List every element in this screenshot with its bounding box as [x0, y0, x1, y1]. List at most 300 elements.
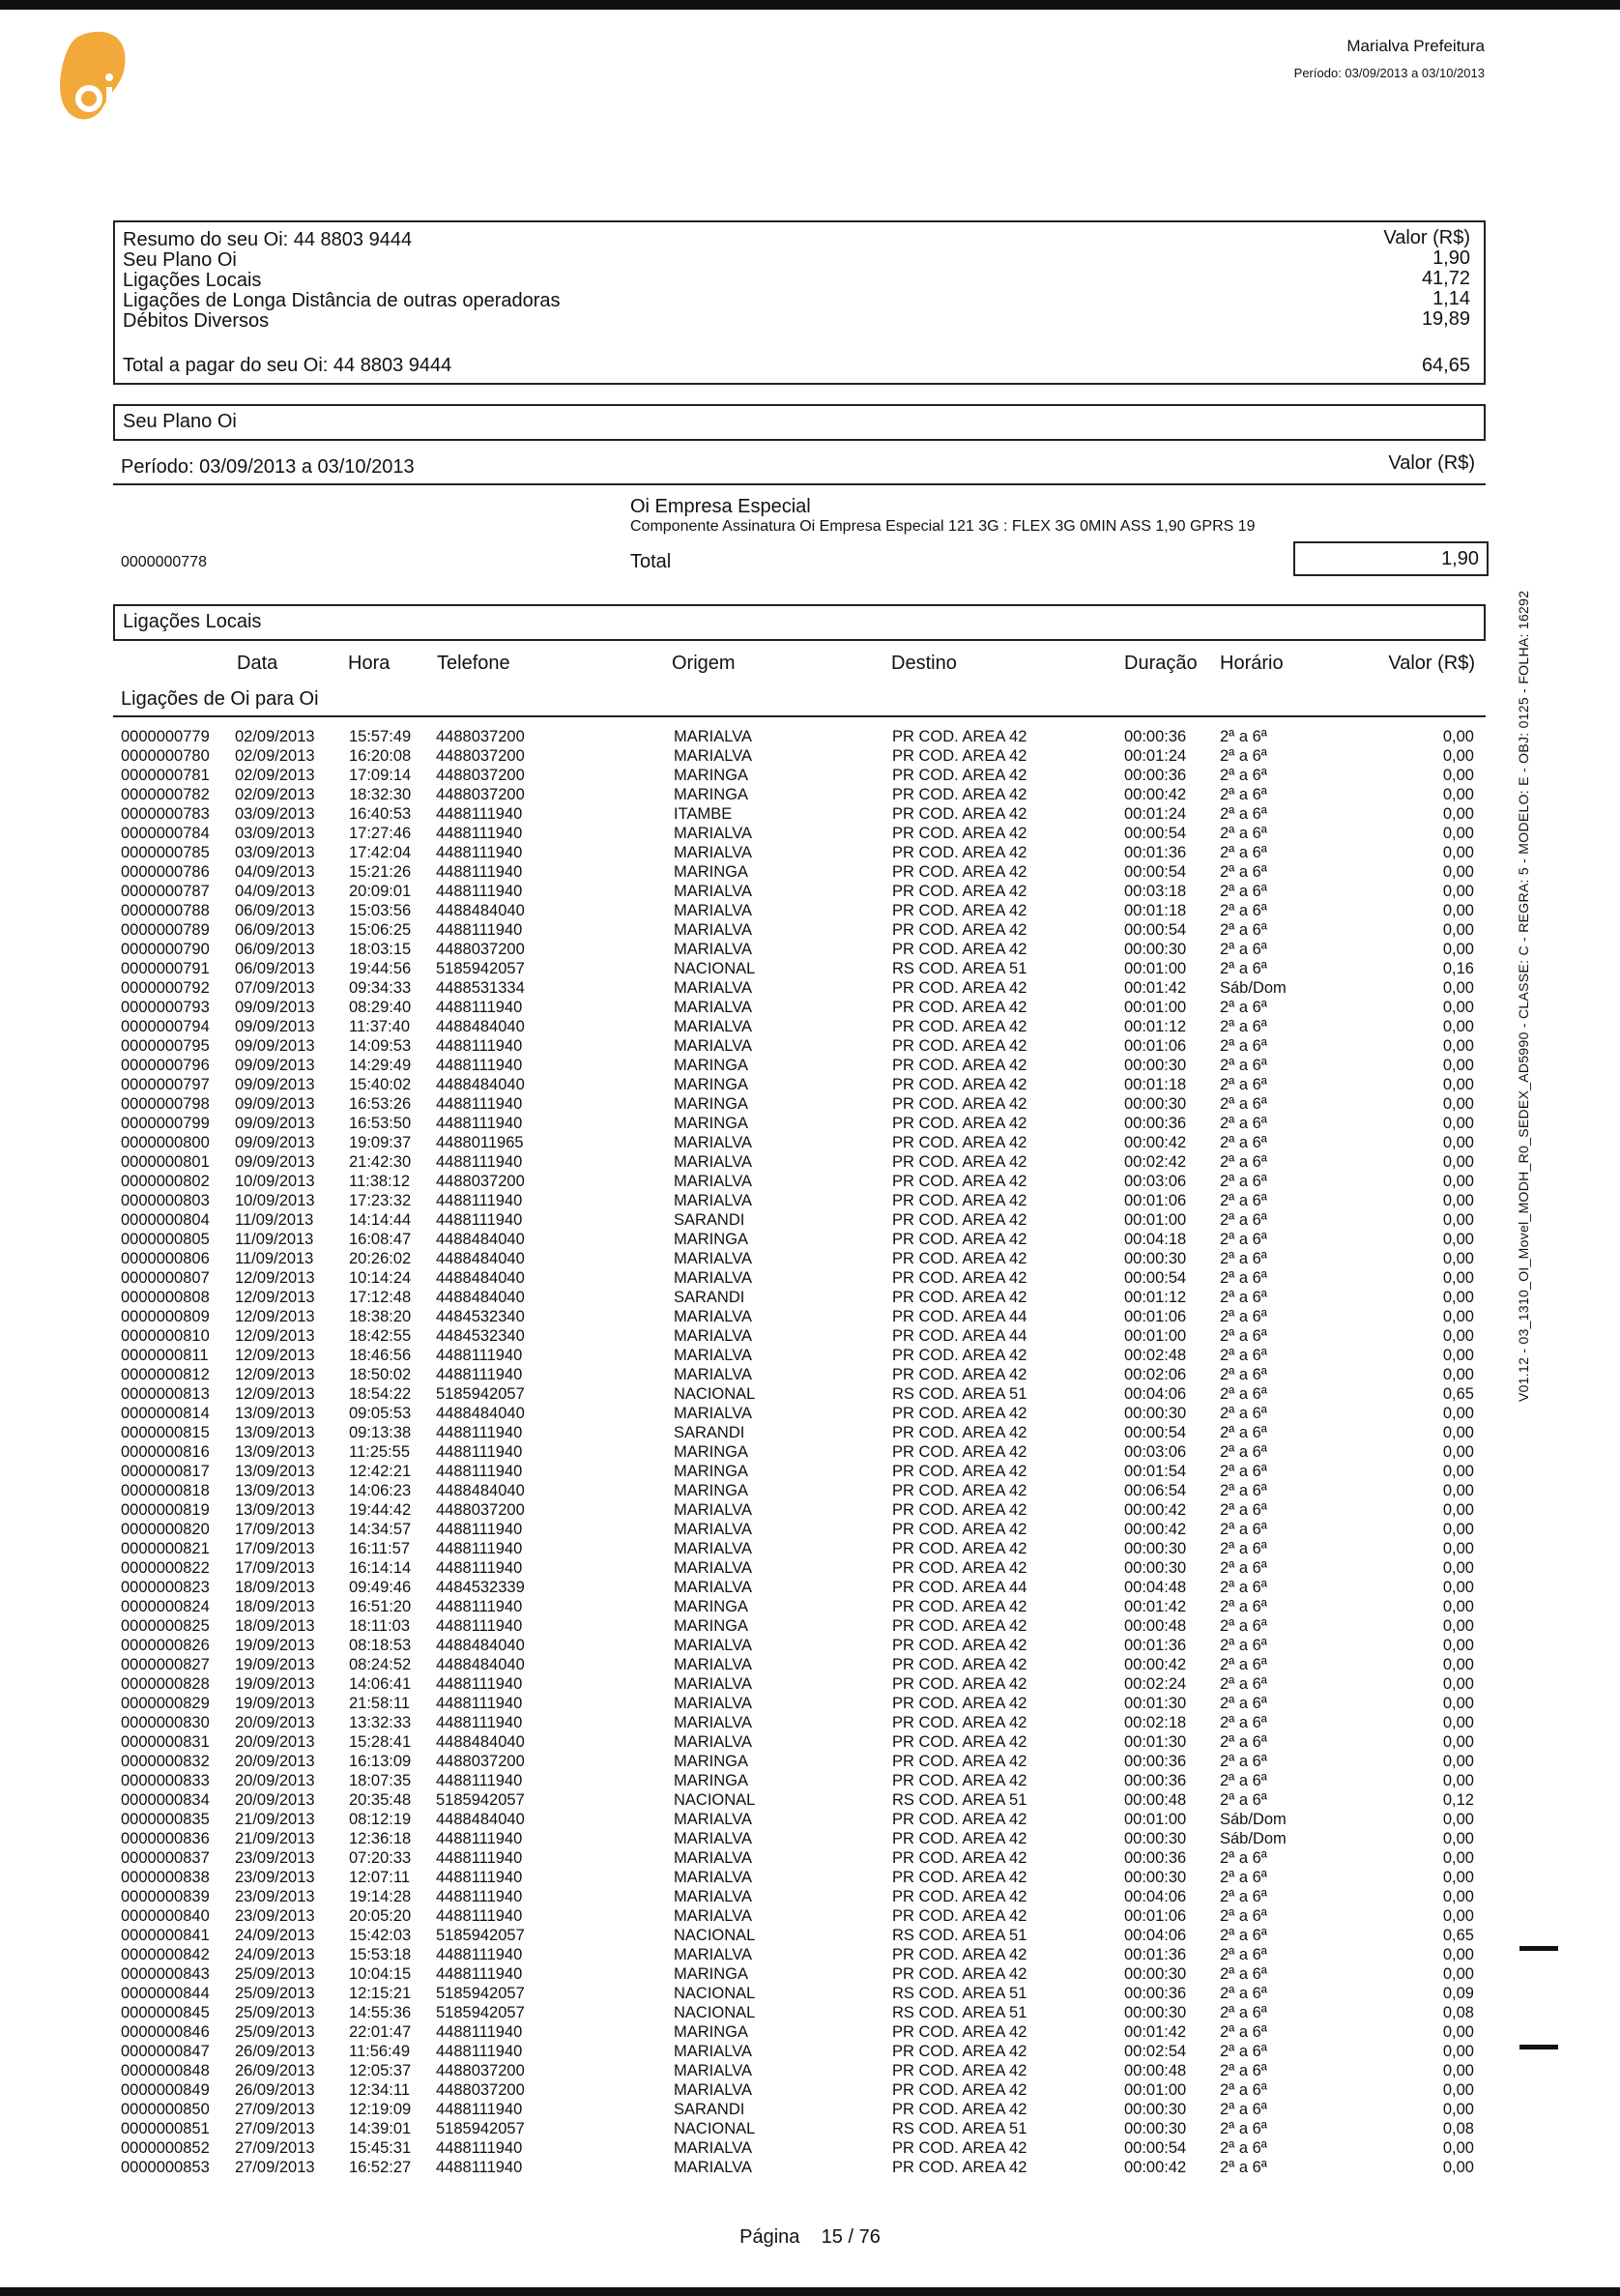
- call-id: 0000000801: [121, 1153, 210, 1171]
- call-time: 12:15:21: [349, 1985, 412, 2002]
- call-origin: NACIONAL: [674, 2004, 756, 2021]
- call-destination: PR COD. AREA 42: [892, 1656, 1027, 1673]
- call-id: 0000000782: [121, 786, 210, 803]
- call-date: 13/09/2013: [235, 1443, 315, 1461]
- call-time: 12:07:11: [349, 1869, 411, 1886]
- call-value: 0,00: [1442, 1018, 1474, 1035]
- call-time-band: 2ª a 6ª: [1220, 1018, 1267, 1035]
- call-time-band: 2ª a 6ª: [1220, 960, 1267, 977]
- call-time: 08:12:19: [349, 1811, 412, 1828]
- call-date: 25/09/2013: [235, 2023, 315, 2041]
- call-time: 18:03:15: [349, 941, 412, 958]
- call-time-band: 2ª a 6ª: [1220, 941, 1267, 958]
- call-phone: 4488037200: [436, 1753, 525, 1770]
- call-date: 17/09/2013: [235, 1540, 315, 1557]
- call-origin: MARIALVA: [674, 921, 752, 939]
- call-time: 17:42:04: [349, 844, 412, 861]
- call-date: 20/09/2013: [235, 1733, 315, 1751]
- call-time: 20:05:20: [349, 1907, 412, 1925]
- call-phone: 4488037200: [436, 941, 525, 958]
- call-value: 0,09: [1442, 1985, 1474, 2002]
- table-row: [121, 1945, 1474, 1964]
- call-time-band: 2ª a 6ª: [1220, 1791, 1267, 1809]
- call-date: 25/09/2013: [235, 2004, 315, 2021]
- call-value: 0,00: [1442, 1811, 1474, 1828]
- table-row: [121, 1481, 1474, 1500]
- call-destination: PR COD. AREA 42: [892, 1617, 1027, 1635]
- call-duration: 00:01:12: [1124, 1018, 1187, 1035]
- call-value: 0,00: [1442, 2043, 1474, 2060]
- call-destination: PR COD. AREA 42: [892, 728, 1027, 745]
- summary-item-label: Seu Plano Oi: [123, 249, 237, 271]
- table-row: [121, 2100, 1474, 2119]
- call-destination: PR COD. AREA 42: [892, 1405, 1027, 1422]
- call-phone: 4488011965: [436, 1134, 524, 1151]
- call-time: 11:38:12: [349, 1173, 411, 1190]
- call-id: 0000000846: [121, 2023, 210, 2041]
- table-row: [121, 1288, 1474, 1307]
- table-row: [121, 1868, 1474, 1887]
- call-origin: SARANDI: [674, 1289, 745, 1306]
- table-row: [121, 1558, 1474, 1578]
- call-value: 0,00: [1442, 1366, 1474, 1383]
- summary-item-value: 1,90: [1432, 247, 1470, 269]
- call-time-band: 2ª a 6ª: [1220, 1153, 1267, 1171]
- call-time-band: 2ª a 6ª: [1220, 1405, 1267, 1422]
- call-id: 0000000779: [121, 728, 210, 745]
- call-destination: PR COD. AREA 42: [892, 844, 1027, 861]
- call-destination: PR COD. AREA 42: [892, 1289, 1027, 1306]
- call-phone: 4484532340: [436, 1327, 525, 1345]
- call-id: 0000000815: [121, 1424, 210, 1441]
- call-destination: PR COD. AREA 42: [892, 1811, 1027, 1828]
- call-destination: PR COD. AREA 42: [892, 1211, 1027, 1229]
- call-origin: MARINGA: [674, 767, 749, 784]
- table-row: [121, 1887, 1474, 1906]
- call-phone: 4488111940: [436, 1965, 523, 1983]
- call-phone: 4488111940: [436, 999, 523, 1016]
- call-time-band: 2ª a 6ª: [1220, 1656, 1267, 1673]
- call-phone: 4488111940: [436, 1153, 523, 1171]
- call-destination: PR COD. AREA 42: [892, 1018, 1027, 1035]
- call-time: 15:42:03: [349, 1927, 412, 1944]
- call-phone: 4488111940: [436, 1057, 523, 1074]
- table-row: [121, 1810, 1474, 1829]
- call-id: 0000000789: [121, 921, 210, 939]
- call-date: 13/09/2013: [235, 1482, 315, 1499]
- summary-title: Resumo do seu Oi: 44 8803 9444: [123, 229, 413, 250]
- call-destination: PR COD. AREA 42: [892, 1714, 1027, 1731]
- call-value: 0,00: [1442, 1424, 1474, 1441]
- call-destination: PR COD. AREA 42: [892, 1134, 1027, 1151]
- call-duration: 00:00:30: [1124, 1540, 1187, 1557]
- call-id: 0000000826: [121, 1637, 210, 1654]
- call-time: 14:09:53: [349, 1037, 412, 1055]
- call-id: 0000000809: [121, 1308, 210, 1325]
- call-duration: 00:01:42: [1124, 1598, 1187, 1615]
- call-value: 0,00: [1442, 1772, 1474, 1789]
- call-value: 0,00: [1442, 1521, 1474, 1538]
- call-time-band: 2ª a 6ª: [1220, 2081, 1267, 2099]
- call-id: 0000000802: [121, 1173, 210, 1190]
- call-date: 20/09/2013: [235, 1714, 315, 1731]
- call-date: 21/09/2013: [235, 1830, 315, 1847]
- call-destination: PR COD. AREA 42: [892, 1482, 1027, 1499]
- page-label: Página: [739, 2226, 800, 2248]
- call-destination: PR COD. AREA 42: [892, 1192, 1027, 1209]
- call-origin: MARIALVA: [674, 1695, 752, 1712]
- call-time: 14:34:57: [349, 1521, 412, 1538]
- call-duration: 00:00:36: [1124, 1985, 1187, 2002]
- call-date: 18/09/2013: [235, 1617, 315, 1635]
- call-id: 0000000793: [121, 999, 210, 1016]
- call-destination: PR COD. AREA 42: [892, 902, 1027, 919]
- call-value: 0,00: [1442, 1637, 1474, 1654]
- table-row: [121, 746, 1474, 766]
- call-destination: PR COD. AREA 42: [892, 1501, 1027, 1519]
- call-phone: 5185942057: [436, 2120, 525, 2137]
- call-time: 12:36:18: [349, 1830, 412, 1847]
- call-time-band: 2ª a 6ª: [1220, 1521, 1267, 1538]
- col-header-data: Data: [237, 653, 278, 674]
- call-time-band: 2ª a 6ª: [1220, 2139, 1267, 2157]
- call-origin: MARIALVA: [674, 1849, 752, 1867]
- call-time: 19:44:42: [349, 1501, 412, 1519]
- call-duration: 00:01:06: [1124, 1308, 1187, 1325]
- call-origin: MARINGA: [674, 1231, 749, 1248]
- call-phone: 4488111940: [436, 1095, 523, 1113]
- call-time: 15:06:25: [349, 921, 412, 939]
- call-time: 16:08:47: [349, 1231, 412, 1248]
- call-phone: 4488111940: [436, 1907, 523, 1925]
- call-phone: 4488037200: [436, 786, 525, 803]
- call-destination: RS COD. AREA 51: [892, 1927, 1027, 1944]
- call-value: 0,00: [1442, 1733, 1474, 1751]
- call-duration: 00:01:18: [1124, 902, 1187, 919]
- col-header-duracao: Duração: [1124, 653, 1198, 674]
- call-origin: MARIALVA: [674, 728, 752, 745]
- call-destination: PR COD. AREA 42: [892, 1173, 1027, 1190]
- call-value: 0,00: [1442, 747, 1474, 765]
- call-origin: MARINGA: [674, 1617, 749, 1635]
- call-id: 0000000818: [121, 1482, 210, 1499]
- table-row: [121, 727, 1474, 746]
- call-origin: MARIALVA: [674, 1250, 752, 1267]
- call-phone: 5185942057: [436, 1985, 525, 2002]
- call-time: 15:57:49: [349, 728, 412, 745]
- call-time: 14:06:23: [349, 1482, 412, 1499]
- call-duration: 00:01:30: [1124, 1733, 1187, 1751]
- call-destination: PR COD. AREA 42: [892, 1965, 1027, 1983]
- call-time: 10:04:15: [349, 1965, 412, 1983]
- call-time: 07:20:33: [349, 1849, 412, 1867]
- call-time: 11:25:55: [349, 1443, 411, 1461]
- table-row: [121, 1230, 1474, 1249]
- call-id: 0000000819: [121, 1501, 210, 1519]
- call-duration: 00:00:36: [1124, 1772, 1187, 1789]
- call-time-band: 2ª a 6ª: [1220, 1849, 1267, 1867]
- call-time: 09:13:38: [349, 1424, 412, 1441]
- call-value: 0,00: [1442, 941, 1474, 958]
- call-time: 21:42:30: [349, 1153, 412, 1171]
- call-origin: MARIALVA: [674, 1347, 752, 1364]
- call-date: 10/09/2013: [235, 1173, 315, 1190]
- call-id: 0000000829: [121, 1695, 210, 1712]
- call-time: 09:05:53: [349, 1405, 412, 1422]
- call-id: 0000000841: [121, 1927, 210, 1944]
- call-value: 0,00: [1442, 1869, 1474, 1886]
- call-time: 18:42:55: [349, 1327, 412, 1345]
- call-phone: 4488111940: [436, 1598, 523, 1615]
- call-duration: 00:01:00: [1124, 1211, 1187, 1229]
- call-id: 0000000827: [121, 1656, 210, 1673]
- call-destination: PR COD. AREA 42: [892, 1675, 1027, 1693]
- call-origin: MARIALVA: [674, 1869, 752, 1886]
- call-destination: PR COD. AREA 42: [892, 2139, 1027, 2157]
- call-destination: PR COD. AREA 42: [892, 1888, 1027, 1905]
- call-destination: PR COD. AREA 42: [892, 1733, 1027, 1751]
- call-destination: PR COD. AREA 42: [892, 1559, 1027, 1577]
- call-time-band: 2ª a 6ª: [1220, 902, 1267, 919]
- call-value: 0,00: [1442, 1405, 1474, 1422]
- call-value: 0,00: [1442, 2081, 1474, 2099]
- call-date: 07/09/2013: [235, 979, 315, 997]
- call-origin: MARINGA: [674, 1482, 749, 1499]
- call-destination: PR COD. AREA 42: [892, 1037, 1027, 1055]
- call-date: 04/09/2013: [235, 863, 315, 881]
- call-destination: PR COD. AREA 42: [892, 1115, 1027, 1132]
- call-origin: MARINGA: [674, 1115, 749, 1132]
- call-id: 0000000794: [121, 1018, 210, 1035]
- call-destination: PR COD. AREA 42: [892, 1443, 1027, 1461]
- call-id: 0000000851: [121, 2120, 210, 2137]
- call-date: 13/09/2013: [235, 1405, 315, 1422]
- table-row: [121, 1268, 1474, 1288]
- call-value: 0,08: [1442, 2004, 1474, 2021]
- call-duration: 00:01:06: [1124, 1192, 1187, 1209]
- call-phone: 4484532340: [436, 1308, 525, 1325]
- call-time-band: 2ª a 6ª: [1220, 1637, 1267, 1654]
- call-time-band: 2ª a 6ª: [1220, 1385, 1267, 1403]
- call-duration: 00:00:42: [1124, 1656, 1187, 1673]
- call-origin: MARIALVA: [674, 1830, 752, 1847]
- call-date: 20/09/2013: [235, 1753, 315, 1770]
- call-destination: PR COD. AREA 42: [892, 883, 1027, 900]
- call-time: 18:07:35: [349, 1772, 412, 1789]
- call-time-band: 2ª a 6ª: [1220, 1308, 1267, 1325]
- call-destination: PR COD. AREA 42: [892, 2043, 1027, 2060]
- table-row: [121, 1752, 1474, 1771]
- call-value: 0,00: [1442, 1076, 1474, 1093]
- call-time: 09:34:33: [349, 979, 412, 997]
- table-row: [121, 1191, 1474, 1210]
- summary-item-value: 1,14: [1432, 288, 1470, 309]
- call-date: 09/09/2013: [235, 1153, 315, 1171]
- table-row: [121, 998, 1474, 1017]
- call-phone: 4488484040: [436, 1076, 525, 1093]
- call-id: 0000000791: [121, 960, 210, 977]
- call-destination: PR COD. AREA 42: [892, 1095, 1027, 1113]
- plan-description: Componente Assinatura Oi Empresa Especial 121 3G : FLEX 3G 0MIN ASS 1,90 GPRS 19: [630, 518, 1256, 535]
- call-date: 23/09/2013: [235, 1849, 315, 1867]
- call-phone: 4488111940: [436, 921, 523, 939]
- call-destination: PR COD. AREA 42: [892, 1347, 1027, 1364]
- call-duration: 00:00:30: [1124, 2004, 1187, 2021]
- call-duration: 00:00:48: [1124, 2062, 1187, 2079]
- call-destination: PR COD. AREA 42: [892, 1869, 1027, 1886]
- call-date: 03/09/2013: [235, 825, 315, 842]
- call-date: 11/09/2013: [235, 1231, 314, 1248]
- call-origin: MARINGA: [674, 1753, 749, 1770]
- call-time: 15:40:02: [349, 1076, 412, 1093]
- call-time-band: 2ª a 6ª: [1220, 2043, 1267, 2060]
- call-time-band: 2ª a 6ª: [1220, 1366, 1267, 1383]
- call-duration: 00:01:06: [1124, 1907, 1187, 1925]
- call-time-band: 2ª a 6ª: [1220, 2023, 1267, 2041]
- call-time: 19:44:56: [349, 960, 412, 977]
- call-date: 11/09/2013: [235, 1211, 314, 1229]
- call-value: 0,00: [1442, 825, 1474, 842]
- call-date: 04/09/2013: [235, 883, 315, 900]
- call-time: 14:14:44: [349, 1211, 412, 1229]
- call-date: 12/09/2013: [235, 1327, 315, 1345]
- call-origin: MARIALVA: [674, 1327, 752, 1345]
- call-origin: SARANDI: [674, 2101, 745, 2118]
- table-row: [121, 2080, 1474, 2100]
- call-destination: PR COD. AREA 42: [892, 1540, 1027, 1557]
- call-date: 02/09/2013: [235, 747, 315, 765]
- call-value: 0,00: [1442, 1231, 1474, 1248]
- call-duration: 00:01:30: [1124, 1695, 1187, 1712]
- call-duration: 00:03:06: [1124, 1173, 1187, 1190]
- table-row: [121, 1462, 1474, 1481]
- call-duration: 00:04:48: [1124, 1579, 1187, 1596]
- call-phone: 4488037200: [436, 728, 525, 745]
- call-time-band: 2ª a 6ª: [1220, 1424, 1267, 1441]
- summary-values: [1383, 228, 1470, 330]
- call-origin: NACIONAL: [674, 2120, 756, 2137]
- table-row: [121, 901, 1474, 920]
- call-id: 0000000810: [121, 1327, 210, 1345]
- call-time: 16:11:57: [349, 1540, 411, 1557]
- call-origin: MARINGA: [674, 1057, 749, 1074]
- call-id: 0000000843: [121, 1965, 210, 1983]
- call-time-band: 2ª a 6ª: [1220, 1869, 1267, 1886]
- table-row: [121, 1616, 1474, 1636]
- call-duration: 00:01:00: [1124, 2081, 1187, 2099]
- call-destination: PR COD. AREA 42: [892, 1907, 1027, 1925]
- call-time: 12:05:37: [349, 2062, 412, 2079]
- call-id: 0000000807: [121, 1269, 210, 1287]
- call-id: 0000000790: [121, 941, 210, 958]
- call-value: 0,12: [1442, 1791, 1474, 1809]
- call-time-band: 2ª a 6ª: [1220, 921, 1267, 939]
- table-row: [121, 1964, 1474, 1984]
- call-time-band: 2ª a 6ª: [1220, 1927, 1267, 1944]
- call-origin: MARINGA: [674, 786, 749, 803]
- call-id: 0000000797: [121, 1076, 210, 1093]
- call-time-band: 2ª a 6ª: [1220, 1501, 1267, 1519]
- call-time-band: 2ª a 6ª: [1220, 1753, 1267, 1770]
- call-value: 0,65: [1442, 1385, 1474, 1403]
- call-duration: 00:01:18: [1124, 1076, 1187, 1093]
- call-destination: PR COD. AREA 42: [892, 1231, 1027, 1248]
- call-time: 17:27:46: [349, 825, 412, 842]
- table-row: [121, 1365, 1474, 1384]
- table-row: [121, 2158, 1474, 2177]
- call-origin: MARINGA: [674, 1965, 749, 1983]
- call-date: 26/09/2013: [235, 2081, 315, 2099]
- call-origin: NACIONAL: [674, 1791, 756, 1809]
- call-origin: MARIALVA: [674, 1501, 752, 1519]
- call-time-band: 2ª a 6ª: [1220, 805, 1267, 823]
- table-row: [121, 1442, 1474, 1462]
- call-time: 11:56:49: [349, 2043, 411, 2060]
- table-row: [121, 1906, 1474, 1926]
- table-row: [121, 1094, 1474, 1114]
- call-id: 0000000837: [121, 1849, 210, 1867]
- call-time-band: 2ª a 6ª: [1220, 2004, 1267, 2021]
- call-origin: MARIALVA: [674, 979, 752, 997]
- call-origin: MARIALVA: [674, 902, 752, 919]
- call-value: 0,00: [1442, 1250, 1474, 1267]
- call-phone: 4488111940: [436, 1869, 523, 1886]
- call-duration: 00:01:36: [1124, 1637, 1187, 1654]
- call-destination: PR COD. AREA 42: [892, 805, 1027, 823]
- call-time-band: 2ª a 6ª: [1220, 1985, 1267, 2002]
- page-number: 15 / 76: [821, 2226, 881, 2248]
- plan-total-value: 1,90: [1293, 541, 1489, 576]
- table-row: [121, 1346, 1474, 1365]
- call-origin: MARIALVA: [674, 1714, 752, 1731]
- call-date: 19/09/2013: [235, 1637, 315, 1654]
- call-phone: 4488111940: [436, 1830, 523, 1847]
- call-origin: MARIALVA: [674, 1888, 752, 1905]
- table-row: [121, 1674, 1474, 1694]
- call-date: 09/09/2013: [235, 1076, 315, 1093]
- call-time: 18:50:02: [349, 1366, 412, 1383]
- call-origin: MARIALVA: [674, 825, 752, 842]
- table-row: [121, 1713, 1474, 1732]
- call-time-band: Sáb/Dom: [1220, 1830, 1287, 1847]
- call-time-band: 2ª a 6ª: [1220, 825, 1267, 842]
- call-destination: PR COD. AREA 42: [892, 921, 1027, 939]
- call-duration: 00:01:54: [1124, 1463, 1187, 1480]
- call-origin: MARIALVA: [674, 1134, 752, 1151]
- call-date: 19/09/2013: [235, 1675, 315, 1693]
- call-date: 11/09/2013: [235, 1250, 314, 1267]
- call-duration: 00:04:06: [1124, 1927, 1187, 1944]
- call-value: 0,00: [1442, 1095, 1474, 1113]
- call-time: 17:23:32: [349, 1192, 412, 1209]
- call-phone: 4488484040: [436, 1656, 525, 1673]
- call-date: 23/09/2013: [235, 1888, 315, 1905]
- table-row: [121, 1539, 1474, 1558]
- call-time-band: 2ª a 6ª: [1220, 728, 1267, 745]
- table-row: [121, 843, 1474, 862]
- table-row: [121, 1848, 1474, 1868]
- call-time-band: 2ª a 6ª: [1220, 1037, 1267, 1055]
- table-row: [121, 959, 1474, 978]
- header-period: Período: 03/09/2013 a 03/10/2013: [1293, 66, 1485, 80]
- call-value: 0,00: [1442, 2139, 1474, 2157]
- call-duration: 00:00:36: [1124, 1753, 1187, 1770]
- table-row: [121, 2003, 1474, 2022]
- call-value: 0,00: [1442, 1656, 1474, 1673]
- call-date: 21/09/2013: [235, 1811, 315, 1828]
- table-row: [121, 785, 1474, 804]
- call-date: 02/09/2013: [235, 786, 315, 803]
